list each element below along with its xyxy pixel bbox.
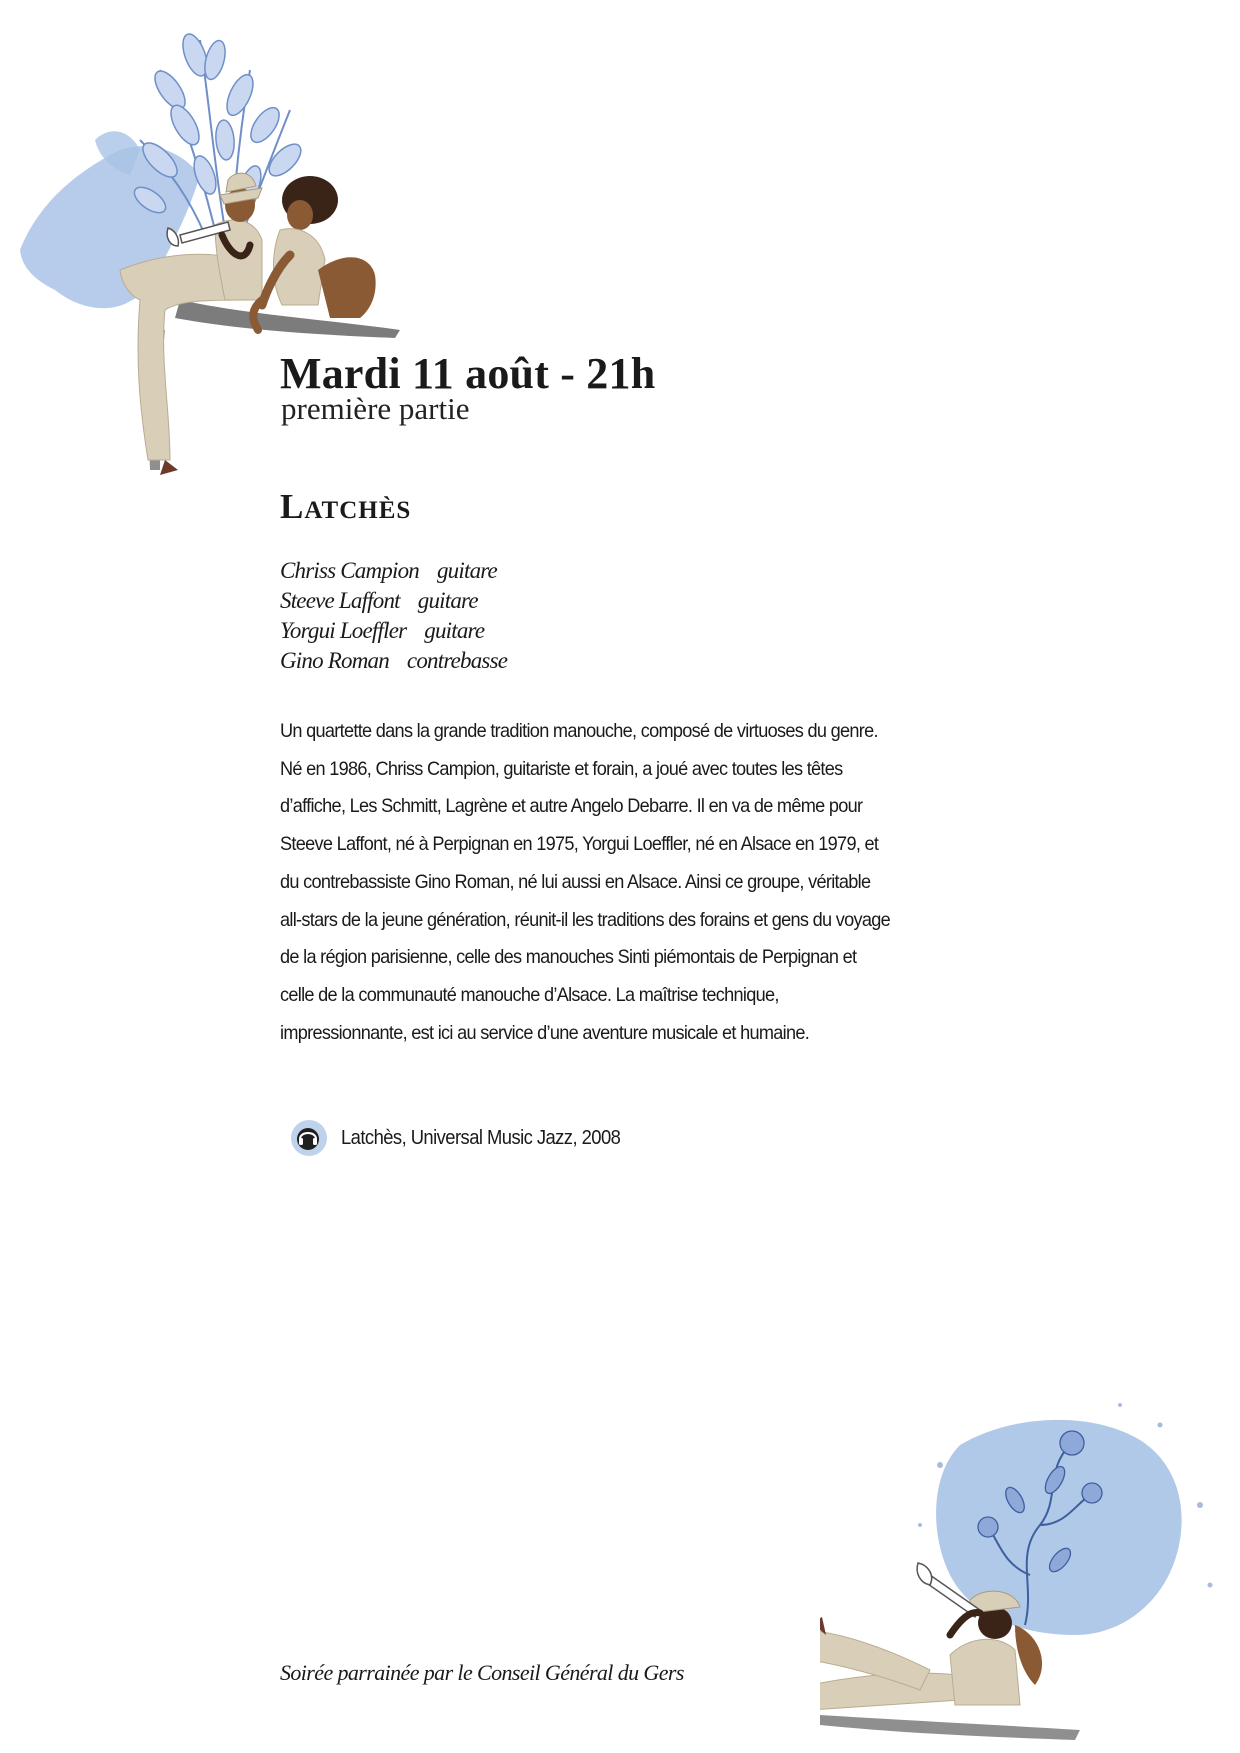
member-row [280, 586, 507, 616]
reclining-trumpeter-illustration [820, 1385, 1240, 1753]
member-row [280, 646, 507, 676]
event-subtitle: première partie [281, 391, 470, 426]
member-name: Steeve Laffont [280, 588, 400, 613]
member-row [280, 556, 507, 586]
member-name: Yorgui Loeffler [280, 618, 407, 643]
group-description: Un quartette dans la grande tradition manouche, composé de virtuoses du genre. Né en 1986, Chriss Campion, guitariste et forain, a joué avec toutes les têtes d’affiche, Les Schmitt, Lagrène et autre Angelo Debarre. Il en va de même pour Steeve Laffont, né à Perpignan en 1975, Yorgui Loeffler, né en Alsace en 1979, et du contrebassiste Gino Roman, né lui aussi en Alsace. Ainsi ce groupe, véritable all-stars de la jeune génération, réunit-il les traditions des forains et gens du voyage de la région parisienne, celle des manouches Sinti piémontais de Perpignan et celle de la communauté manouche d’Alsace. La maîtrise technique, impressionnante, est ici au service d’une aventure musicale et humaine. [280, 720, 891, 1044]
member-instrument: guitare [436, 558, 497, 583]
sponsor-line: Soirée parrainée par le Conseil Général du Gers [280, 1660, 684, 1685]
lineup [280, 556, 507, 676]
member-instrument: guitare [417, 588, 478, 613]
member-row [280, 616, 507, 646]
group-name: Latchès [280, 487, 412, 526]
member-name: Gino Roman [280, 648, 389, 673]
discography [289, 1118, 645, 1158]
member-name: Chriss Campion [280, 558, 419, 583]
headphones-icon [289, 1118, 329, 1158]
discography-text: Latchès, Universal Music Jazz, 2008 [341, 1126, 621, 1149]
member-instrument: guitare [424, 618, 485, 643]
event-date-time: Mardi 11 août - 21h [280, 349, 656, 398]
member-instrument: contrebasse [406, 648, 508, 673]
